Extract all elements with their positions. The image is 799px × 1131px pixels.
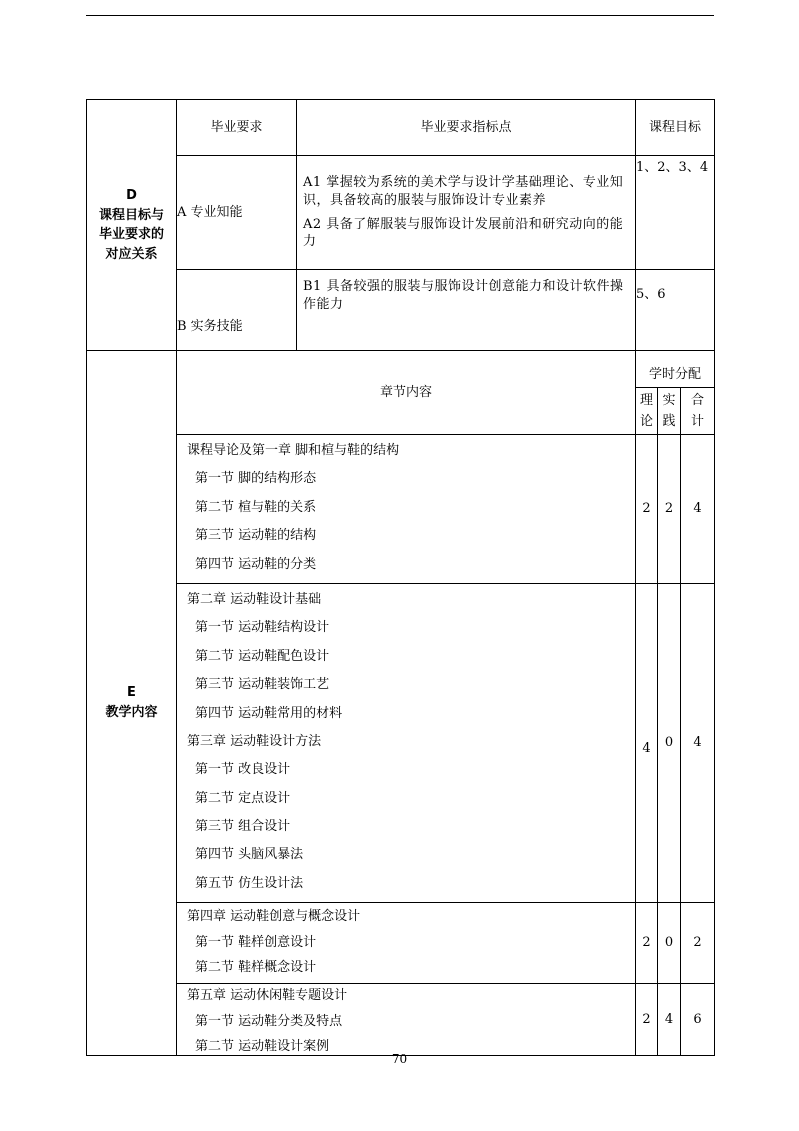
indicator-a1: A1 掌握较为系统的美术学与设计学基础理论、专业知识，具备较高的服装与服饰设计专业素养 (303, 175, 624, 208)
header-requirement: 毕业要求 (177, 100, 297, 156)
total-hours-1: 4 (681, 435, 715, 584)
indicator-a2: A2 具备了解服装与服饰设计发展前沿和研究动向的能力 (303, 216, 624, 250)
header-indicator: 毕业要求指标点 (297, 100, 636, 156)
list-item: 第二节 定点设计 (195, 790, 291, 806)
list-item: 第三节 运动鞋的结构 (195, 528, 317, 544)
list-item: 第三章 运动鞋设计方法 (187, 733, 322, 749)
header-objective: 课程目标 (636, 100, 715, 156)
list-item: 第一节 运动鞋分类及特点 (195, 1013, 343, 1029)
list-item: 课程导论及第一章 脚和楦与鞋的结构 (187, 443, 400, 458)
section-e-label: E 教学内容 (87, 351, 177, 1056)
practice-hours-2: 0 (658, 583, 681, 902)
indicators-b (297, 270, 636, 351)
list-item: 第一节 鞋样创意设计 (195, 934, 317, 950)
list-item: 第一节 改良设计 (195, 762, 291, 778)
list-item: 第一节 脚的结构形态 (195, 471, 317, 487)
indicator-b1: B1 具备较强的服装与服饰设计创意能力和设计软件操作能力 (303, 279, 624, 312)
objectives-mapping-table (86, 99, 715, 351)
list-item: 第四章 运动鞋创意与概念设计 (187, 909, 361, 925)
theory-hours-3: 2 (636, 903, 658, 984)
header-total: 合 计 (681, 388, 715, 435)
list-item: 第二章 运动鞋设计基础 (187, 591, 322, 607)
header-hours: 学时分配 (636, 351, 715, 388)
practice-hours-1: 2 (658, 435, 681, 584)
list-item: 第二节 鞋样概念设计 (195, 959, 317, 975)
theory-hours-2: 4 (636, 583, 658, 902)
list-item: 第四节 运动鞋常用的材料 (195, 705, 343, 721)
list-item: 第二节 运动鞋设计案例 (195, 1038, 330, 1054)
list-item: 第三节 组合设计 (195, 819, 291, 835)
theory-hours-4: 2 (636, 984, 658, 1056)
list-item: 第五节 仿生设计法 (195, 875, 304, 891)
list-item: 第一节 运动鞋结构设计 (195, 620, 330, 636)
teaching-content-table (86, 350, 715, 1056)
page-number: 70 (391, 1052, 408, 1066)
practice-hours-4: 4 (658, 984, 681, 1056)
theory-hours-1: 2 (636, 435, 658, 584)
content-group-1 (177, 435, 636, 584)
list-item: 第二节 运动鞋配色设计 (195, 648, 330, 664)
objectives-a: 1、2、3、4 (636, 156, 715, 270)
total-hours-4: 6 (681, 984, 715, 1056)
requirement-b: B 实务技能 (177, 270, 297, 351)
requirement-a: A 专业知能 (177, 156, 297, 270)
total-hours-3: 2 (681, 903, 715, 984)
header-rule (86, 15, 714, 16)
list-item: 第三节 运动鞋装饰工艺 (195, 677, 330, 693)
objectives-b: 5、6 (636, 270, 715, 351)
header-content: 章节内容 (177, 351, 636, 435)
header-theory: 理 论 (636, 388, 658, 435)
content-group-3 (177, 903, 636, 984)
list-item: 第五章 运动休闲鞋专题设计 (187, 988, 348, 1004)
list-item: 第二节 楦与鞋的关系 (195, 499, 317, 515)
content-group-2 (177, 583, 636, 902)
content-group-4 (177, 984, 636, 1056)
section-d-label: D 课程目标与 毕业要求的 对应关系 (87, 100, 177, 351)
list-item: 第四节 运动鞋的分类 (195, 556, 317, 572)
indicators-a (297, 156, 636, 270)
total-hours-2: 4 (681, 583, 715, 902)
list-item: 第四节 头脑风暴法 (195, 847, 304, 863)
practice-hours-3: 0 (658, 903, 681, 984)
header-practice: 实 践 (658, 388, 681, 435)
